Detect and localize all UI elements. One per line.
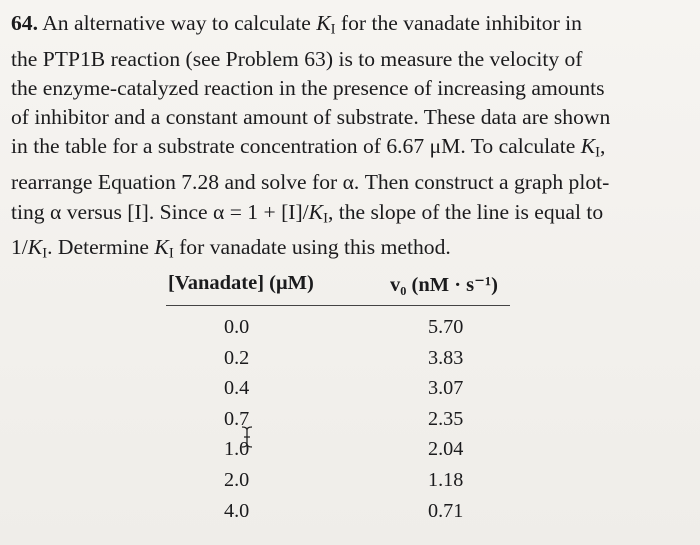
velocity-cell: 5.70 xyxy=(428,316,464,338)
table-row xyxy=(166,408,510,439)
table-body xyxy=(166,316,510,530)
text-cursor-icon xyxy=(240,425,254,449)
problem-line-5: in the table for a substrate concentration of 6.67 μM. To calculate $K_I$, xyxy=(11,134,606,162)
velocity-cell: 2.04 xyxy=(428,438,464,461)
velocity-cell: 3.07 xyxy=(428,377,464,400)
vanadate-cell: 4.0 xyxy=(224,499,250,522)
vanadate-cell: 0.4 xyxy=(224,377,250,400)
table-row xyxy=(166,377,510,408)
problem-line-1: 64. An alternative way to calculate $K_I$ for the vanadate inhibitor in xyxy=(11,11,582,38)
problem-line-6: rearrange Equation 7.28 and solve for α. Then construct a graph plot- xyxy=(11,170,610,195)
velocity-cell: 2.35 xyxy=(428,407,464,430)
problem-line-7: ting α versus [I]. Since $\alpha = 1 + [I]/K_I$, the slope of the line is equal to xyxy=(11,199,604,227)
table-header xyxy=(166,272,510,304)
velocity-cell: 0.71 xyxy=(428,499,464,522)
vanadate-cell: 0.0 xyxy=(224,316,250,338)
problem-number: 64. xyxy=(11,11,38,35)
vanadate-cell: 2.0 xyxy=(224,468,250,491)
problem-line-2: the PTP1B reaction (see Problem 63) is to measure the velocity of xyxy=(11,46,583,71)
problem-line-4: of inhibitor and a constant amount of substrate. These data are shown xyxy=(11,105,611,130)
problem-text xyxy=(11,9,695,269)
problem-line-3: the enzyme-catalyzed reaction in the presence of increasing amounts xyxy=(11,76,605,101)
table-row xyxy=(166,469,510,500)
vanadate-cell: 0.7 xyxy=(224,407,250,430)
vanadate-cell: 1.0 xyxy=(224,438,250,461)
problem-line-8: $1/K_I$. Determine $K_I$ for vanadate using this method. xyxy=(11,235,451,263)
header-vanadate: [Vanadate] (μM) xyxy=(168,272,314,294)
velocity-cell: 1.18 xyxy=(428,468,464,491)
header-velocity: v₀ (nM · s⁻¹) xyxy=(390,274,498,296)
table-row xyxy=(166,347,510,378)
table-row xyxy=(166,316,510,347)
data-table xyxy=(166,272,510,522)
table-row xyxy=(166,500,510,531)
table-row xyxy=(166,438,510,469)
header-rule xyxy=(166,305,510,306)
vanadate-cell: 0.2 xyxy=(224,346,250,369)
velocity-cell: 3.83 xyxy=(428,346,464,369)
